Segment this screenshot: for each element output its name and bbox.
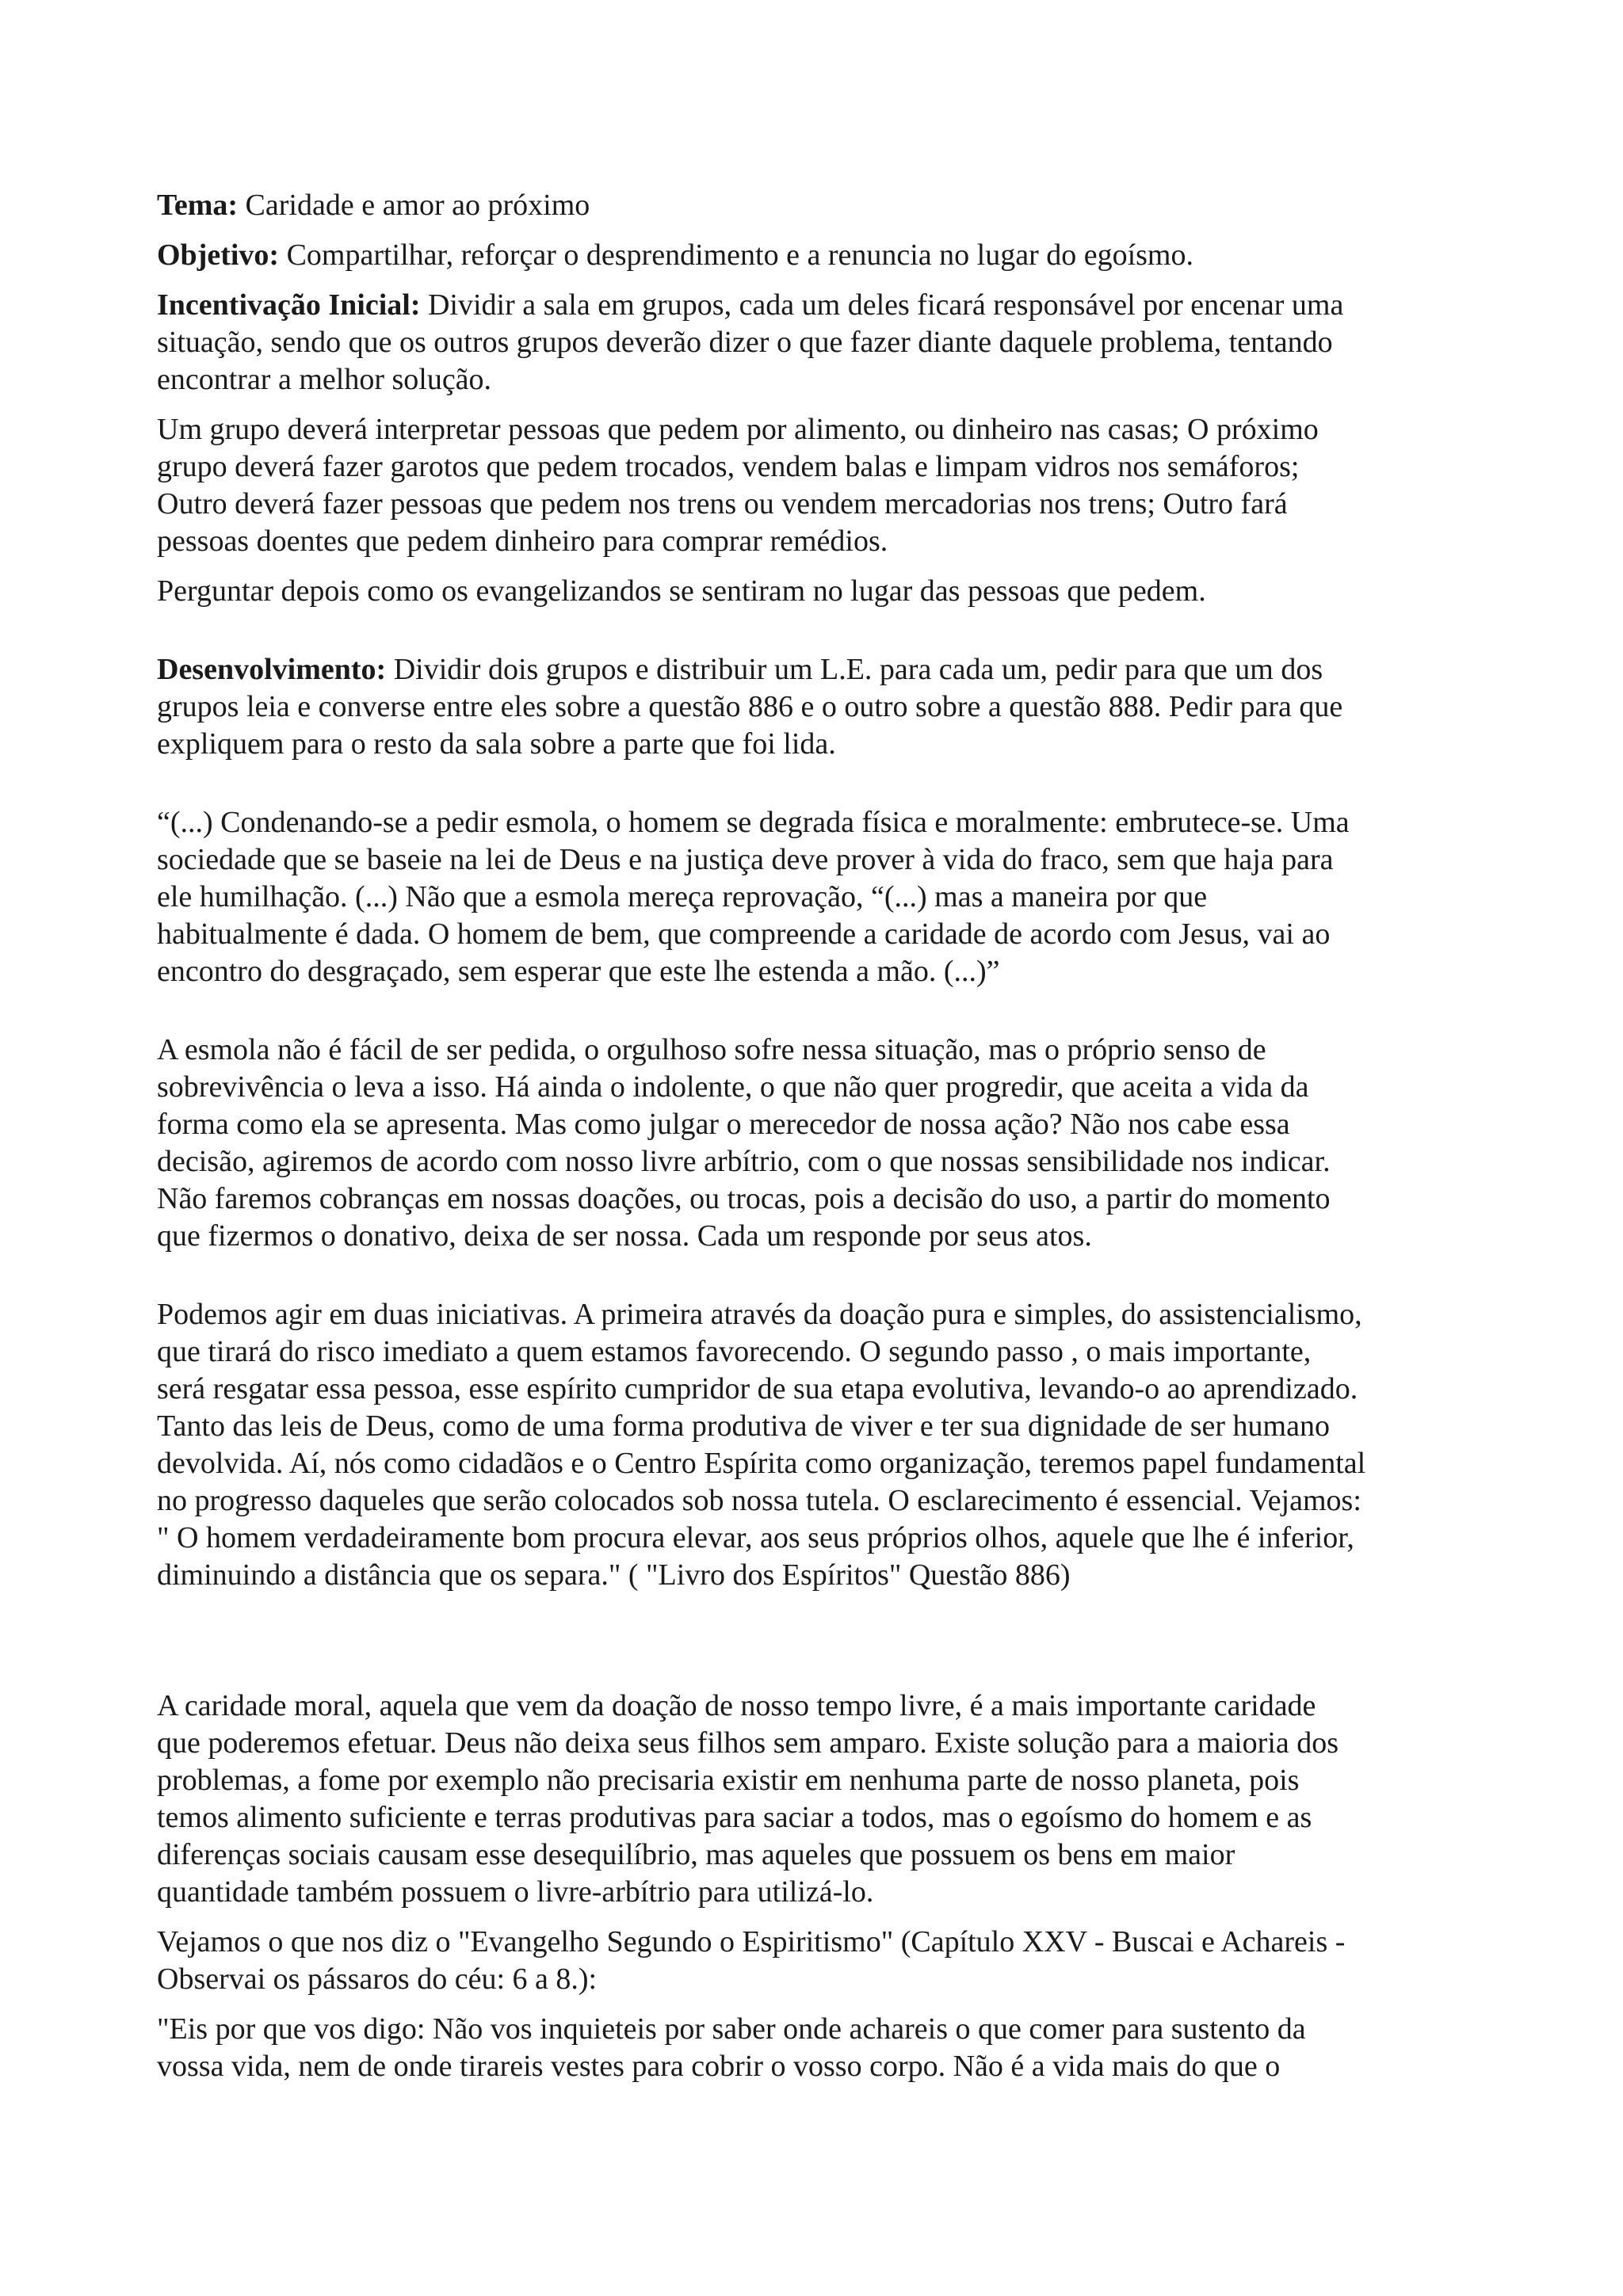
- perguntar-line-1: Perguntar depois como os evangelizandos se sentiram no lugar das pessoas que pedem.: [157, 574, 1206, 608]
- iniciativas-line-2: que tirará do risco imediato a quem estamos favorecendo. O segundo passo , o mais importante,: [157, 1335, 1312, 1368]
- grupos-paragraph: [157, 411, 1488, 560]
- citacao-paragraph: [157, 804, 1488, 990]
- citacao-line-5: encontro do desgraçado, sem esperar que este lhe estenda a mão. (...)”: [157, 955, 1000, 988]
- esmola-line-3: forma como ela se apresenta. Mas como julgar o merecedor de nossa ação? Não nos cabe essa: [157, 1108, 1290, 1141]
- tema-paragraph: [157, 187, 1488, 224]
- vejamos-paragraph: [157, 1924, 1488, 1998]
- grupos-line-4: pessoas doentes que pedem dinheiro para comprar remédios.: [157, 524, 888, 558]
- desenvolvimento-label: Desenvolvimento:: [157, 653, 387, 686]
- desenvolvimento-line-1: Dividir dois grupos e distribuir um L.E. para cada um, pedir para que um dos: [386, 653, 1323, 686]
- tema-label: Tema:: [157, 189, 239, 222]
- incentivacao-label: Incentivação Inicial:: [157, 288, 421, 322]
- iniciativas-paragraph: [157, 1296, 1488, 1594]
- vejamos-line-1: Vejamos o que nos diz o "Evangelho Segundo o Espiritismo" (Capítulo XXV - Buscai e Achareis -: [157, 1925, 1346, 1958]
- perguntar-paragraph: [157, 573, 1488, 610]
- objetivo-text: Compartilhar, reforçar o desprendimento e a renuncia no lugar do egoísmo.: [279, 238, 1193, 272]
- esmola-line-5: Não faremos cobranças em nossas doações, ou trocas, pois a decisão do uso, a partir do momento: [157, 1182, 1331, 1215]
- eis-line-2: vossa vida, nem de onde tirareis vestes para cobrir o vosso corpo. Não é a vida mais do que o: [157, 2050, 1281, 2083]
- objetivo-label: Objetivo:: [157, 238, 280, 272]
- eis-paragraph: [157, 2011, 1488, 2085]
- esmola-line-4: decisão, agiremos de acordo com nosso livre arbítrio, com o que nossas sensibilidade nos indicar.: [157, 1145, 1331, 1178]
- desenvolvimento-line-3: expliquem para o resto da sala sobre a parte que foi lida.: [157, 727, 836, 761]
- esmola-line-6: que fizermos o donativo, deixa de ser nossa. Cada um responde por seus atos.: [157, 1219, 1092, 1253]
- incentivacao-line-3: encontrar a melhor solução.: [157, 363, 492, 396]
- caridade-moral-line-4: temos alimento suficiente e terras produtivas para saciar a todos, mas o egoísmo do homem e as: [157, 1801, 1312, 1834]
- iniciativas-line-6: no progresso daqueles que serão colocados sob nossa tutela. O esclarecimento é essencial. Vejamos:: [157, 1484, 1361, 1517]
- citacao-line-2: sociedade que se baseie na lei de Deus e na justiça deve prover à vida do fraco, sem que haja para: [157, 843, 1334, 876]
- grupos-line-1: Um grupo deverá interpretar pessoas que pedem por alimento, ou dinheiro nas casas; O próximo: [157, 413, 1319, 446]
- esmola-line-2: sobrevivência o leva a isso. Há ainda o indolente, o que não quer progredir, que aceita a vida da: [157, 1070, 1309, 1104]
- incentivacao-paragraph: [157, 287, 1488, 399]
- grupos-line-3: Outro deverá fazer pessoas que pedem nos trens ou vendem mercadorias nos trens; Outro fará: [157, 487, 1288, 521]
- incentivacao-line-2: situação, sendo que os outros grupos deverão dizer o que fazer diante daquele problema, tentando: [157, 326, 1333, 359]
- desenvolvimento-paragraph: [157, 651, 1488, 763]
- vejamos-line-2: Observai os pássaros do céu: 6 a 8.):: [157, 1962, 598, 1996]
- iniciativas-line-5: devolvida. Aí, nós como cidadãos e o Centro Espírita como organização, teremos papel fundamental: [157, 1447, 1366, 1480]
- caridade-moral-line-3: problemas, a fome por exemplo não precisaria existir em nenhuma parte de nosso planeta, pois: [157, 1764, 1300, 1797]
- caridade-moral-line-5: diferenças sociais causam esse desequilíbrio, mas aqueles que possuem os bens em maior: [157, 1838, 1235, 1871]
- iniciativas-line-4: Tanto das leis de Deus, como de uma forma produtiva de viver e ter sua dignidade de ser humano: [157, 1409, 1330, 1443]
- iniciativas-line-1: Podemos agir em duas iniciativas. A primeira através da doação pura e simples, do assistencialismo,: [157, 1298, 1362, 1331]
- desenvolvimento-line-2: grupos leia e converse entre eles sobre a questão 886 e o outro sobre a questão 888. Pedir para que: [157, 690, 1343, 723]
- esmola-line-1: A esmola não é fácil de ser pedida, o orgulhoso sofre nessa situação, mas o próprio senso de: [157, 1033, 1266, 1066]
- caridade-moral-line-6: quantidade também possuem o livre-arbítrio para utilizá-lo.: [157, 1875, 874, 1909]
- citacao-line-3: ele humilhação. (...) Não que a esmola mereça reprovação, “(...) mas a maneira por que: [157, 880, 1208, 913]
- caridade-moral-paragraph: [157, 1688, 1488, 1911]
- tema-text: Caridade e amor ao próximo: [238, 189, 590, 222]
- objetivo-paragraph: [157, 237, 1488, 274]
- grupos-line-2: grupo deverá fazer garotos que pedem trocados, vendem balas e limpam vidros nos semáforos;: [157, 450, 1300, 483]
- iniciativas-line-3: será resgatar essa pessoa, esse espírito cumpridor de sua etapa evolutiva, levando-o ao aprendizado.: [157, 1372, 1358, 1405]
- citacao-line-1: “(...) Condenando-se a pedir esmola, o homem se degrada física e moralmente: embrutece-se. Uma: [157, 806, 1350, 839]
- caridade-moral-line-1: A caridade moral, aquela que vem da doação de nosso tempo livre, é a mais importante caridade: [157, 1689, 1316, 1722]
- caridade-moral-line-2: que poderemos efetuar. Deus não deixa seus filhos sem amparo. Existe solução para a maioria dos: [157, 1726, 1339, 1760]
- incentivacao-line-1: Dividir a sala em grupos, cada um deles ficará responsável por encenar uma: [420, 288, 1344, 322]
- esmola-paragraph: [157, 1032, 1488, 1255]
- eis-line-1: "Eis por que vos digo: Não vos inquieteis por saber onde achareis o que comer para sustento da: [157, 2012, 1306, 2046]
- citacao-line-4: habitualmente é dada. O homem de bem, que compreende a caridade de acordo com Jesus, vai ao: [157, 917, 1331, 951]
- iniciativas-line-7: " O homem verdadeiramente bom procura elevar, aos seus próprios olhos, aquele que lhe é inferior,: [157, 1521, 1354, 1554]
- iniciativas-line-8: diminuindo a distância que os separa." ( "Livro dos Espíritos" Questão 886): [157, 1558, 1071, 1592]
